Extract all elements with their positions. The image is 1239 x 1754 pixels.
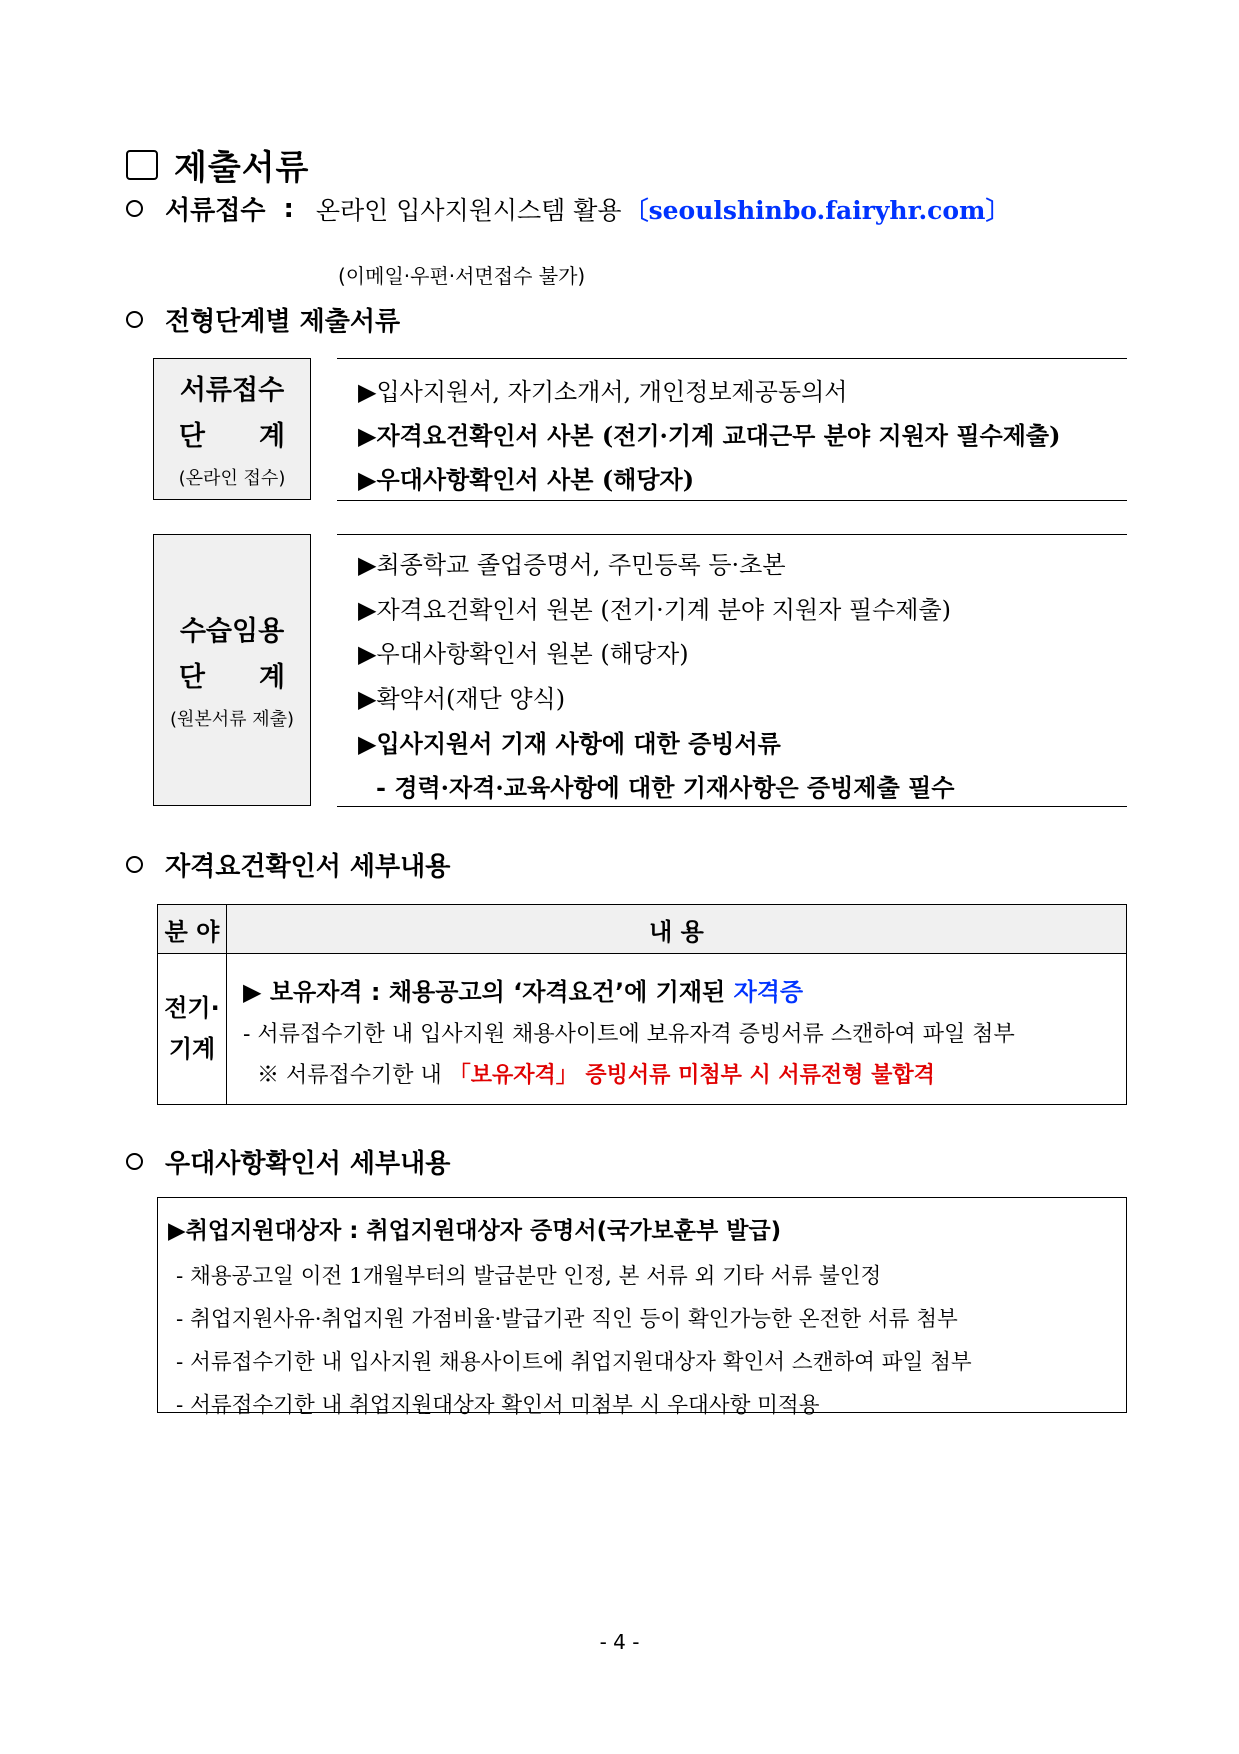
preference-item: - 서류접수기한 내 입사지원 채용사이트에 취업지원대상자 확인서 스캔하여 파일 첨부 [176, 1350, 972, 1375]
receipt-line [126, 190, 1011, 227]
qualification-text: ▶ 보유자격 : 채용공고의 ‘자격요건’에 기재된 [243, 978, 734, 1006]
stage2-item: ▶우대사항확인서 원본 (해당자) [358, 640, 689, 668]
preference-item: - 채용공고일 이전 1개월부터의 발급분만 인정, 본 서류 외 기타 서류 불인정 [176, 1264, 882, 1289]
stage2-item: ▶확약서(재단 양식) [358, 685, 566, 713]
divider [337, 806, 1127, 807]
divider [337, 500, 1127, 501]
qualification-highlight: 자격증 [733, 978, 804, 1006]
stage2-item: ▶최종학교 졸업증명서, 주민등록 등·초본 [358, 551, 786, 579]
receipt-note: (이메일·우편·서면접수 불가) [338, 264, 586, 288]
circle-bullet-icon [126, 200, 143, 217]
receipt-text: 온라인 입사지원시스템 활용 [315, 195, 622, 225]
qualification-line: - 서류접수기한 내 입사지원 채용사이트에 보유자격 증빙서류 스캔하여 파일 첨부 [243, 1022, 1015, 1047]
content-cell [227, 954, 1127, 1105]
page-number: - 4 - [599, 1630, 640, 1654]
field-name: 기계 [168, 1035, 216, 1063]
warning-highlight: 「보유자격」 증빙서류 미첨부 시 서류전형 불합격 [448, 1062, 935, 1088]
qualification-table [157, 904, 1127, 1105]
stage2-item: - 경력·자격·교육사항에 대한 기재사항은 증빙제출 필수 [376, 773, 955, 802]
stage-probation-box [153, 534, 311, 806]
divider [337, 358, 1127, 359]
field-name: 전기· [164, 994, 220, 1023]
stages-heading-text: 전형단계별 제출서류 [165, 307, 401, 337]
circle-bullet-icon [126, 1153, 143, 1170]
qualification-warning [257, 1058, 1126, 1089]
stage-title: 서류접수 [179, 375, 285, 407]
qualification-heading-text: 자격요건확인서 세부내용 [165, 852, 451, 882]
stages-heading [126, 301, 400, 338]
field-cell [158, 954, 227, 1105]
preference-heading [126, 1143, 450, 1180]
stage-title-step: 단 계 [178, 662, 286, 693]
receipt-link[interactable]: 〔seoulshinbo.fairyhr.com〕 [623, 195, 1011, 225]
stage2-item: ▶입사지원서 기재 사항에 대한 증빙서류 [358, 729, 781, 758]
table-header-row [158, 905, 1127, 954]
column-header-content: 내 용 [227, 905, 1127, 954]
qualification-heading [126, 846, 450, 883]
preference-title: ▶취업지원대상자 : 취업지원대상자 증명서(국가보훈부 발급) [168, 1218, 782, 1244]
stage-subtitle: (온라인 접수) [178, 467, 286, 489]
section-header [126, 140, 309, 189]
preference-item: - 서류접수기한 내 취업지원대상자 확인서 미첨부 시 우대사항 미적용 [176, 1393, 820, 1418]
preference-item: - 취업지원사유·취업지원 가점비율·발급기관 직인 등이 확인가능한 온전한 서류 첨부 [176, 1307, 958, 1332]
section-title: 제출서류 [174, 148, 310, 188]
preference-box [157, 1197, 1127, 1418]
stage-document-box [153, 358, 311, 500]
checkbox-square-icon [126, 150, 158, 180]
stage1-item: ▶자격요건확인서 사본 (전기·기계 교대근무 분야 지원자 필수제출) [358, 421, 1061, 450]
preference-heading-text: 우대사항확인서 세부내용 [165, 1149, 451, 1179]
receipt-colon: : [283, 193, 294, 224]
stage-title: 수습임용 [179, 616, 285, 648]
divider [337, 534, 1127, 535]
stage-title-step: 단 계 [178, 421, 286, 452]
stage1-item: ▶입사지원서, 자기소개서, 개인정보제공동의서 [358, 378, 848, 406]
receipt-label: 서류접수 [165, 196, 266, 226]
table-row [158, 954, 1127, 1105]
qualification-line [243, 972, 1126, 1007]
column-header-field: 분 야 [158, 905, 227, 954]
stage1-item: ▶우대사항확인서 사본 (해당자) [358, 465, 695, 494]
stage2-item: ▶자격요건확인서 원본 (전기·기계 분야 지원자 필수제출) [358, 596, 952, 624]
circle-bullet-icon [126, 856, 143, 873]
warning-text: ※ 서류접수기한 내 [257, 1063, 449, 1088]
stage-subtitle: (원본서류 제출) [169, 708, 295, 730]
circle-bullet-icon [126, 311, 143, 328]
